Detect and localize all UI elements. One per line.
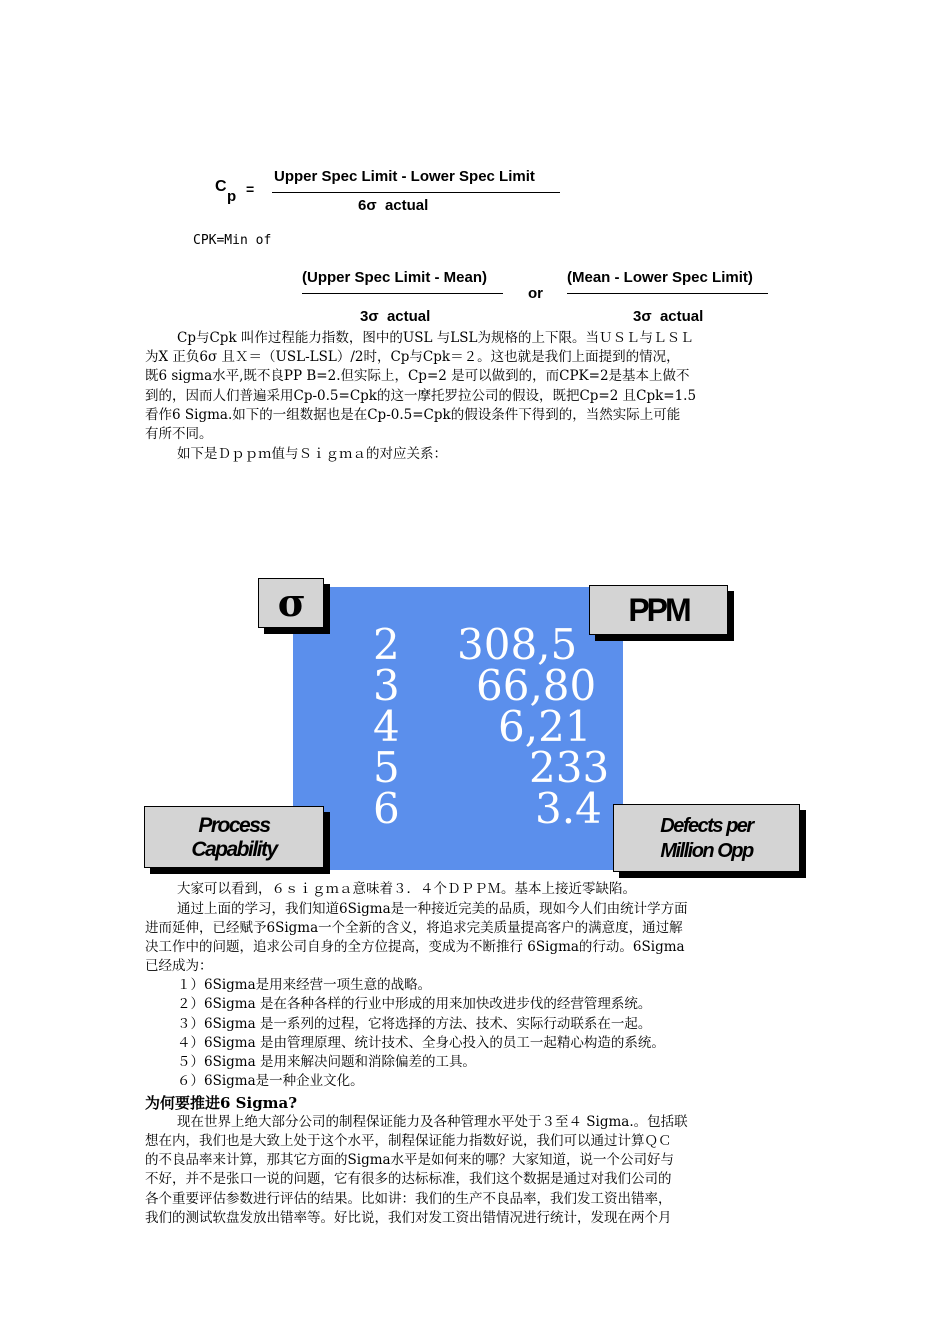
list-item: ３）6Sigma 是一系列的过程，它将选择的方法、技术、实际行动联系在一起。 <box>177 1016 652 1032</box>
ppm-clip <box>293 587 623 870</box>
paragraph-line: 看作6 Sigma.如下的一组数据也是在Cp-0.5=Cpk的假设条件下得到的，当然实际上可能 <box>145 407 681 423</box>
paragraph-line: 通过上面的学习，我们知道6Sigma是一种接近完美的品质，现如今人们由统计学方面 <box>177 901 688 917</box>
cp-equals: = <box>246 181 255 197</box>
process-label: Process <box>198 814 270 837</box>
paragraph-line: 想在内，我们也是大致上处于这个水平，制程保证能力指数好说，我们可以通过计算ＱＣ <box>145 1133 672 1149</box>
ppm-header-box <box>589 585 728 635</box>
sigma-value: 4 <box>373 702 400 751</box>
sigma-value: 2 <box>373 620 400 669</box>
million-opp-label: Million Opp <box>660 840 753 862</box>
ppm-value: 66,80 <box>476 661 597 710</box>
list-item: ５）6Sigma 是用来解决问题和消除偏差的工具。 <box>177 1054 476 1070</box>
cpk-right-fraction-bar <box>567 293 768 294</box>
ppm-value: 308,5 <box>457 620 578 669</box>
ppm-header: PPM <box>628 592 689 628</box>
sigma-header: σ <box>277 580 305 625</box>
paragraph-line: 不好，并不是张口一说的问题，它有很多的达标标准，我们这个数据是通过对我们公司的 <box>145 1171 672 1187</box>
cp-subscript: p <box>227 188 237 205</box>
section-heading: 为何要推进6 Sigma? <box>145 1094 298 1112</box>
defects-label: Defects per <box>660 815 753 837</box>
ppm-value: 3.4 <box>535 784 602 833</box>
process-capability-box <box>144 806 324 868</box>
cpk-label: CPK=Min of <box>193 233 272 248</box>
cpk-left-fraction-bar <box>302 293 503 294</box>
sigma-value: 3 <box>373 661 400 710</box>
paragraph-line: Cp与Cpk 叫作过程能力指数，图中的USL 与LSL为规格的上下限。当ＵＳＬ与ＬＳＬ <box>177 330 694 346</box>
list-item: ４）6Sigma 是由管理原理、统计技术、全身心投入的员工一起精心构造的系统。 <box>177 1035 665 1051</box>
list-item: ６）6Sigma是一种企业文化。 <box>177 1073 364 1089</box>
cp-denominator: 6σ actual <box>358 197 429 214</box>
cp-symbol: C <box>215 178 227 195</box>
paragraph-line: 进而延伸，已经赋予6Sigma一个全新的含义，将追求完美质量提高客户的满意度，通过解 <box>145 920 683 936</box>
cp-numerator: Upper Spec Limit - Lower Spec Limit <box>274 168 535 185</box>
paragraph-line: 我们的测试软盘发放出错率等。好比说，我们对发工资出错情况进行统计，发现在两个月 <box>145 1210 672 1226</box>
cp-fraction-bar <box>272 192 560 193</box>
capability-label: Capability <box>191 838 277 861</box>
paragraph-line: 有所不同。 <box>145 426 213 442</box>
sigma-value: 5 <box>373 743 400 792</box>
cpk-right-denominator: 3σ actual <box>633 308 704 325</box>
paragraph-line: 到的，因而人们普遍采用Cp-0.5=Cpk的这一摩托罗拉公司的假设，既把Cp=2 且Cpk=1.5 <box>145 388 697 404</box>
paragraph-line: 的不良品率来计算，那其它方面的Sigma水平是如何来的哪？大家知道，说一个公司好与 <box>145 1152 675 1168</box>
relation-intro: 如下是Ｄｐｐｍ值与Ｓｉｇｍａ的对应关系： <box>177 446 447 462</box>
cpk-left-denominator: 3σ actual <box>360 308 431 325</box>
cpk-or: or <box>528 285 543 302</box>
cpk-left-numerator: (Upper Spec Limit - Mean) <box>302 269 488 286</box>
list-item: ２）6Sigma 是在各种各样的行业中形成的用来加快改进步伐的经营管理系统。 <box>177 996 652 1012</box>
paragraph-line: 现在世界上绝大部分公司的制程保证能力及各种管理水平处于３至４ Sigma.。包括联 <box>177 1114 688 1130</box>
defects-per-million-box <box>613 804 800 872</box>
paragraph-line: 决工作中的问题，追求公司自身的全方位提高，变成为不断推行 6Sigma的行动。6Sigma <box>145 939 685 955</box>
after-slide-line: 大家可以看到，６ｓｉｇｍａ意味着３．４个ＤＰＰＭ。基本上接近零缺陷。 <box>177 881 636 897</box>
paragraph-line: 既6 sigma水平,既不良PP B=2.但实际上，Cp=2 是可以做到的，而CPK=2是基本上做不 <box>145 368 690 384</box>
cpk-right-numerator: (Mean - Lower Spec Limit) <box>567 269 753 286</box>
ppm-value: 233 <box>529 743 610 792</box>
sigma-header-box <box>258 578 324 628</box>
sigma-value: 6 <box>373 784 400 833</box>
list-item: １）6Sigma是用来经营一项生意的战略。 <box>177 977 432 993</box>
ppm-value: 6,21 <box>498 702 592 751</box>
paragraph-line: 已经成为： <box>145 958 213 974</box>
paragraph-line: 为X 正负6σ 且Ｘ＝（USL-LSL）/2时，Cp与Cpk＝２。这也就是我们上面提到的情况， <box>145 349 680 365</box>
paragraph-line: 各个重要评估参数进行评估的结果。比如讲：我们的生产不良品率，我们发工资出错率， <box>145 1191 672 1207</box>
